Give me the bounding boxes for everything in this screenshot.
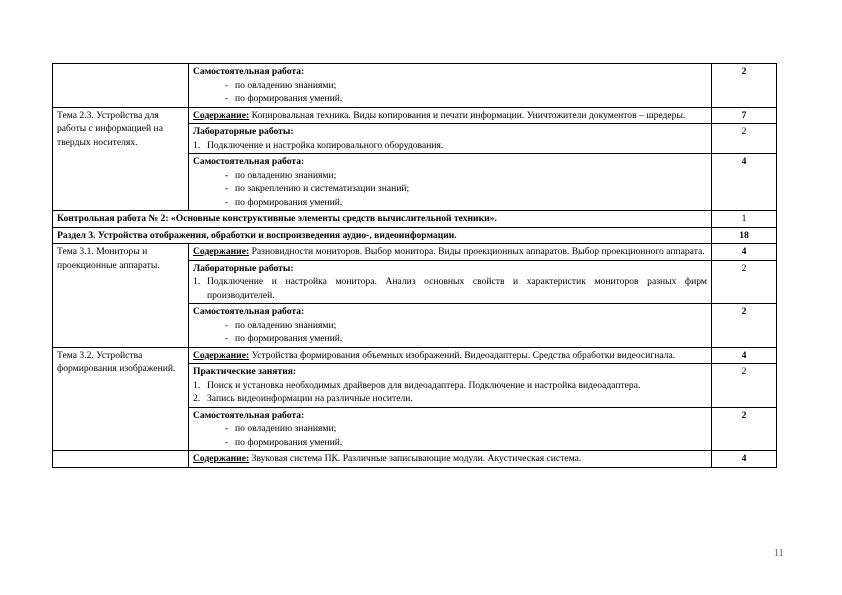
content-cell bbox=[189, 451, 712, 468]
curriculum-table bbox=[52, 63, 777, 468]
list-item bbox=[193, 379, 707, 393]
topic-title: Тема 2.3. Устройства для работы с информацией на твердых носителях. bbox=[57, 109, 163, 148]
hours-cell: 18 bbox=[712, 227, 777, 244]
list-item: - по формирования умений. bbox=[193, 196, 707, 210]
content-cell bbox=[189, 64, 712, 108]
content-text: Устройства формирования объемных изображений. Видеоадаптеры. Средства обработки видеосигнала. bbox=[249, 349, 676, 361]
list-item: - по овладению знаниями; bbox=[193, 79, 707, 93]
topic-title: Тема 3.1. Мониторы и проекционные аппараты. bbox=[57, 246, 160, 271]
topic-cell bbox=[53, 244, 189, 348]
self-work-list bbox=[193, 422, 707, 449]
content-cell bbox=[189, 347, 712, 364]
table-row bbox=[53, 451, 777, 468]
self-work-list bbox=[193, 319, 707, 346]
list-text: Подключение и настройка монитора. Анализ основных свойств и характеристик мониторов разных фирм производителей. bbox=[207, 276, 707, 301]
content-label: Содержание: bbox=[193, 109, 250, 121]
topic-cell bbox=[53, 451, 189, 468]
hours-cell: 4 bbox=[712, 451, 777, 468]
content-cell bbox=[189, 124, 712, 154]
table-row bbox=[53, 64, 777, 108]
section-title-cell: Раздел 3. Устройства отображения, обработки и воспроизведения аудио-, видеоинформации. bbox=[53, 227, 712, 244]
topic-cell bbox=[53, 64, 189, 108]
hours-cell: 1 bbox=[712, 211, 777, 228]
self-work-label: Самостоятельная работа: bbox=[193, 409, 305, 421]
list-item: - по овладению знаниями; bbox=[193, 169, 707, 183]
hours-cell: 7 bbox=[712, 107, 777, 124]
practice-label: Практические занятия: bbox=[193, 366, 297, 377]
self-work-label: Самостоятельная работа: bbox=[193, 306, 305, 317]
list-number: 1. bbox=[193, 139, 201, 151]
list-item: - по формирования умений. bbox=[193, 436, 707, 450]
list-item: - по овладению знаниями; bbox=[193, 319, 707, 333]
self-work-label: Самостоятельная работа: bbox=[193, 66, 305, 77]
hours-cell: 2 bbox=[712, 64, 777, 108]
content-text: Копировальная техника. Виды копирования и печати информации. Уничтожители документов – шредеры. bbox=[249, 109, 686, 121]
list-item: - по закреплению и систематизации знаний; bbox=[193, 182, 707, 196]
hours-cell: 2 bbox=[712, 364, 777, 408]
list-item bbox=[193, 275, 707, 302]
table-row bbox=[53, 347, 777, 364]
content-label: Содержание: bbox=[193, 246, 250, 257]
list-number: 1. bbox=[193, 276, 201, 287]
content-label: Содержание: bbox=[193, 349, 250, 361]
self-work-list bbox=[193, 79, 707, 106]
hours-cell: 4 bbox=[712, 347, 777, 364]
table-row bbox=[53, 227, 777, 244]
page-number: 11 bbox=[774, 548, 784, 559]
list-text: Подключение и настройка копировального оборудования. bbox=[207, 139, 444, 151]
list-text: Запись видеоинформации на различные носители. bbox=[207, 393, 413, 404]
table-row bbox=[53, 211, 777, 228]
list-item: - по овладению знаниями; bbox=[193, 422, 707, 436]
list-number: 2. bbox=[193, 393, 201, 404]
self-work-list bbox=[193, 169, 707, 210]
topic-cell bbox=[53, 107, 189, 211]
practice-list bbox=[193, 379, 707, 406]
hours-cell: 4 bbox=[712, 244, 777, 261]
list-item: - по формирования умений. bbox=[193, 332, 707, 346]
table-row bbox=[53, 107, 777, 124]
content-text: Звуковая система ПК. Различные записывающие модули. Акустическая система. bbox=[249, 453, 582, 464]
content-label: Содержание: bbox=[193, 453, 250, 464]
topic-title: Тема 3.2. Устройства формирования изображений. bbox=[57, 349, 176, 374]
lab-list bbox=[193, 139, 707, 153]
list-item bbox=[193, 139, 707, 153]
content-cell bbox=[189, 304, 712, 348]
lab-list bbox=[193, 275, 707, 302]
control-work-cell: Контрольная работа № 2: «Основные конструктивные элементы средств вычислительной техники». bbox=[53, 211, 712, 228]
table-row bbox=[53, 244, 777, 261]
hours-cell: 2 bbox=[712, 304, 777, 348]
lab-label: Лабораторные работы: bbox=[193, 262, 294, 274]
content-cell bbox=[189, 244, 712, 261]
content-cell bbox=[189, 407, 712, 451]
hours-cell: 4 bbox=[712, 154, 777, 211]
topic-cell bbox=[53, 347, 189, 451]
hours-cell: 2 bbox=[712, 260, 777, 304]
lab-label: Лабораторные работы: bbox=[193, 126, 294, 137]
hours-cell: 2 bbox=[712, 407, 777, 451]
list-item: - по формирования умений. bbox=[193, 92, 707, 106]
list-item bbox=[193, 392, 707, 406]
list-number: 1. bbox=[193, 379, 201, 391]
content-cell bbox=[189, 260, 712, 304]
content-text: Разновидности мониторов. Выбор монитора. Виды проекционных аппаратов. Выбор проекционного аппарата. bbox=[249, 246, 705, 257]
self-work-label: Самостоятельная работа: bbox=[193, 156, 305, 167]
content-cell bbox=[189, 107, 712, 124]
list-text: Поиск и установка необходимых драйверов для видеоадаптера. Подключение и настройка видеоадаптера. bbox=[207, 379, 641, 391]
content-cell bbox=[189, 154, 712, 211]
content-cell bbox=[189, 364, 712, 408]
hours-cell: 2 bbox=[712, 124, 777, 154]
